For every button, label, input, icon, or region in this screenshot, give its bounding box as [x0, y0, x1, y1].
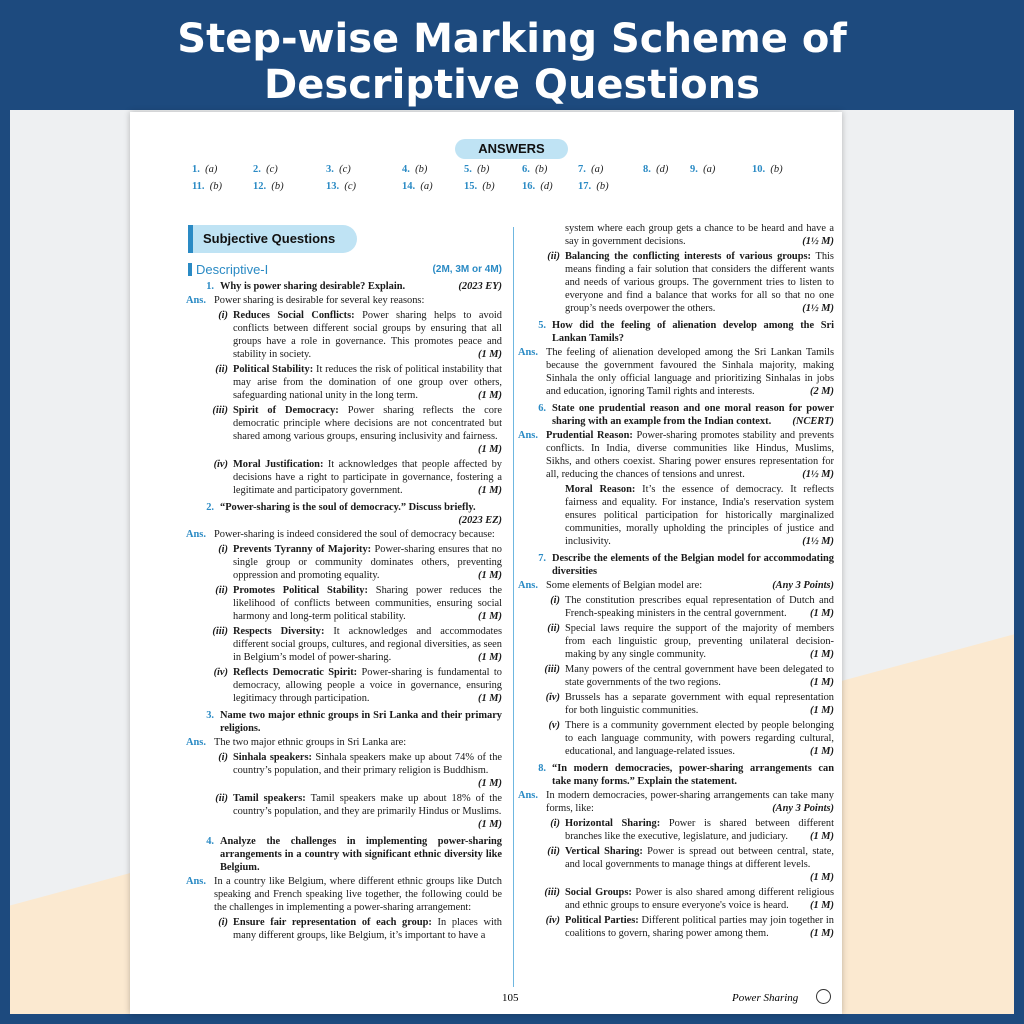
point-marks: (1 M): [810, 705, 834, 716]
point-heading: Moral Justification:: [233, 459, 324, 470]
answer-text: [214, 875, 502, 914]
question-body: Describe the elements of the Belgian model for accommodating diversities: [552, 553, 834, 577]
answer-point: [192, 584, 502, 623]
question: [524, 402, 834, 428]
answer-text: [214, 528, 502, 541]
page-number: 105: [502, 992, 519, 1004]
answer-point: [524, 691, 834, 717]
answer-item: [402, 181, 433, 192]
point-body: Tamil speakers make up about 18% of the country’s population, and they are primarily Hindus or Muslims.: [233, 793, 502, 817]
answer-number: 17.: [578, 181, 592, 192]
answer-tag: (Any 3 Points): [772, 580, 834, 591]
banner-line-2: Descriptive Questions: [264, 62, 760, 108]
continued-text: system where each group gets a chance to be heard and have a say in government decisions. (1½ M): [565, 223, 834, 247]
point-number: (v): [548, 720, 560, 731]
answer-option: (b): [415, 164, 428, 175]
point-number: (iii): [212, 405, 228, 416]
point-heading: Political Stability:: [233, 364, 314, 375]
answer-point: [192, 543, 502, 582]
answer-label: Ans.: [518, 580, 538, 591]
question-number: 7.: [538, 553, 546, 564]
answer-point: [192, 309, 502, 361]
answer-label: Ans.: [518, 347, 538, 358]
answer-option: (a): [703, 164, 716, 175]
point-number: (ii): [547, 623, 560, 634]
answer-item: [253, 164, 278, 175]
answer-heading: Prudential Reason:: [546, 430, 633, 441]
point-text: [233, 309, 502, 361]
question: [524, 552, 834, 578]
point-marks: (1 M): [810, 831, 834, 842]
point-number: (iii): [212, 626, 228, 637]
point-number: (i): [218, 544, 228, 555]
section-title: Subjective Questions: [188, 225, 357, 253]
point-text: [233, 792, 502, 831]
answer-point: [524, 914, 834, 940]
point-text: [565, 691, 834, 717]
banner-line-1: Step-wise Marking Scheme of: [177, 16, 847, 62]
point-marks: (1½ M): [802, 303, 834, 314]
answer-item: [464, 181, 495, 192]
answer-point: [524, 817, 834, 843]
question-body: “In modern democracies, power-sharing arrangements can take many forms.” Explain the statement.: [552, 763, 834, 787]
point-text: [565, 845, 834, 884]
point-heading: Promotes Political Stability:: [233, 585, 368, 596]
banner: [0, 0, 1024, 110]
point-body: Sinhala speakers make up about 74% of the country’s population, and their primary religion is Buddhism.: [233, 752, 503, 776]
answer-item: [522, 164, 547, 175]
point-body: Power is shared between different branches like the executive, legislature, and judiciary.: [565, 818, 834, 842]
answer-point: [192, 458, 502, 497]
answer-item: [522, 181, 553, 192]
point-text: [233, 363, 502, 402]
point-marks: (1 M): [810, 928, 834, 939]
answer-number: 6.: [522, 164, 530, 175]
question-text: [220, 835, 502, 874]
point-number: (iv): [213, 459, 228, 470]
answer-number: 7.: [578, 164, 586, 175]
answer-number: 4.: [402, 164, 410, 175]
answer-number: 12.: [253, 181, 267, 192]
answer-item: [643, 164, 668, 175]
point-number: (i): [218, 310, 228, 321]
question-tag: (NCERT): [792, 416, 834, 427]
question-text: [552, 552, 834, 578]
point-body: This means finding a fair solution that considers the different wants and needs of various groups. The government tries to listen to everyone and find a balance that works for all so that no one group’s needs overpower the others.: [565, 251, 834, 314]
answer-item: [690, 164, 715, 175]
answer-point: [524, 622, 834, 661]
answer-label: Ans.: [186, 529, 206, 540]
answer-item: [326, 164, 351, 175]
point-marks: (1 M): [478, 819, 502, 830]
point-body: Power sharing reflects the core democratic principle where decisions are not concentrated but shared among various groups, ensuring inclusivity and fairness.: [233, 405, 502, 442]
answer-item: [192, 164, 217, 175]
answer-option: (b): [596, 181, 609, 192]
point-text: [565, 886, 834, 912]
point-number: (iv): [213, 667, 228, 678]
point-number: (iv): [545, 692, 560, 703]
question-body: Analyze the challenges in implementing power-sharing arrangements in a country with significant ethnic diversity like Belgium.: [220, 836, 502, 873]
point-text: [233, 916, 502, 942]
question-text: [220, 280, 502, 293]
point-marks: (1 M): [810, 900, 834, 911]
right-column: [518, 220, 834, 940]
answer-item: [402, 164, 427, 175]
answer: [186, 294, 502, 307]
question-body: State one prudential reason and one moral reason for power sharing with an example from the Indian context.: [552, 403, 834, 427]
point-number: (i): [218, 752, 228, 763]
answer-point: [524, 250, 834, 315]
answer-number: 3.: [326, 164, 334, 175]
answer-point: [524, 663, 834, 689]
column-divider: [513, 227, 514, 987]
point-body: Different political parties may join together in coalitions to govern, sharing power among them.: [565, 915, 834, 939]
answer-label: Ans.: [518, 430, 538, 441]
question-number: 3.: [206, 710, 214, 721]
right-questions: [518, 250, 834, 940]
point-marks: (1 M): [478, 611, 502, 622]
answer-option: (b): [482, 181, 495, 192]
point-marks: (1 M): [478, 349, 502, 360]
point-heading: Social Groups:: [565, 887, 632, 898]
answer: [518, 429, 834, 481]
point-body: There is a community government elected by people belonging to each language community, with powers regarding cultural, educational, and language-related issues.: [565, 720, 834, 757]
answer-item: [464, 164, 489, 175]
point-text: [233, 584, 502, 623]
answer-option: (b): [770, 164, 783, 175]
answer-body: Power-sharing promotes stability and prevents conflicts. In India, diverse communities like Hindus, Muslims, Sikhs, and others coexist. Sharing power ensures representation for all, reducing the chances of tensions and unrest.: [546, 430, 834, 480]
answer: [518, 789, 834, 815]
question-number: 2.: [206, 502, 214, 513]
answer-point: [192, 751, 502, 790]
answer-body: The two major ethnic groups in Sri Lanka are:: [214, 737, 407, 748]
answer-point: [192, 625, 502, 664]
point-marks: (1 M): [810, 872, 834, 883]
answer-text: [214, 294, 502, 307]
point-heading: Political Parties:: [565, 915, 639, 926]
answer-option: (a): [591, 164, 604, 175]
answer-number: 11.: [192, 181, 205, 192]
answer-point: [524, 594, 834, 620]
point-text: [565, 663, 834, 689]
answer: [518, 579, 834, 592]
answer-number: 16.: [522, 181, 536, 192]
answer-option: (c): [339, 164, 351, 175]
answer-option: (d): [540, 181, 553, 192]
question-tag: (2023 EZ): [458, 515, 502, 526]
answers-heading: ANSWERS: [455, 139, 568, 159]
answer: [186, 528, 502, 541]
answer-number: 15.: [464, 181, 478, 192]
answer-label: Ans.: [518, 790, 538, 801]
question-number: 4.: [206, 836, 214, 847]
point-text: [233, 543, 502, 582]
chapter-title: Power Sharing: [732, 992, 799, 1004]
left-questions: [186, 280, 503, 942]
question: [192, 501, 502, 527]
point-text: [233, 404, 502, 456]
point-marks: (1 M): [478, 485, 502, 496]
answer-item: [326, 181, 356, 192]
point-heading: Tamil speakers:: [233, 793, 306, 804]
point-heading: Vertical Sharing:: [565, 846, 643, 857]
question-text: [220, 501, 502, 527]
point-marks: (1 M): [810, 746, 834, 757]
point-marks: (1 M): [810, 677, 834, 688]
point-text: [565, 622, 834, 661]
answer-option: (b): [209, 181, 223, 192]
answer-option: (b): [271, 181, 284, 192]
question-number: 6.: [538, 403, 546, 414]
answer-body: Power-sharing is indeed considered the soul of democracy because:: [214, 529, 495, 540]
point-heading: Horizontal Sharing:: [565, 818, 661, 829]
question-text: [220, 709, 502, 735]
moral-body: It’s the essence of democracy. It reflects fairness and equality. For instance, India's reservation system ensures political participation for historically marginalized communities, morally upholding the principles of justice and inclusivity.: [565, 484, 834, 547]
answer-point: [192, 792, 502, 831]
question-number: 8.: [538, 763, 546, 774]
point-number: (ii): [547, 846, 560, 857]
point-heading: Reduces Social Conflicts:: [233, 310, 355, 321]
publisher-logo-icon: [816, 989, 831, 1004]
answer-number: 9.: [690, 164, 698, 175]
answer-marks: (2 M): [810, 386, 834, 397]
answer-number: 10.: [752, 164, 766, 175]
answer-body: The feeling of alienation developed among the Sri Lankan Tamils because the government favoured the Sinhala majority, making Sinhala the only official language and prioritizing Sinhalas in jobs and education, ignoring Tamil rights and interests.: [546, 347, 834, 397]
point-heading: Spirit of Democracy:: [233, 405, 339, 416]
point-number: (i): [550, 818, 560, 829]
point-text: [565, 914, 834, 940]
answer-item: [253, 181, 284, 192]
point-number: (ii): [215, 585, 228, 596]
point-number: (i): [218, 917, 228, 928]
point-marks: (1 M): [478, 778, 502, 789]
answer-point: [524, 886, 834, 912]
subsection-title: Descriptive-I: [196, 262, 269, 277]
point-text: [565, 719, 834, 758]
question-body: Why is power sharing desirable? Explain.: [220, 281, 406, 292]
answer-text: [546, 789, 834, 815]
point-body: Special laws require the support of the majority of members from each linguistic group, preventing unilateral decision-making by any single community.: [565, 623, 834, 660]
answer-number: 5.: [464, 164, 472, 175]
answer-option: (c): [266, 164, 278, 175]
point-marks: (1 M): [478, 444, 502, 455]
question: [192, 835, 502, 874]
point-marks: (1 M): [478, 652, 502, 663]
question: [192, 280, 502, 293]
point-body: Many powers of the central government have been delegated to state governments of the two regions.: [565, 664, 834, 688]
answer-body: In modern democracies, power-sharing arrangements can take many forms, like:: [546, 790, 834, 814]
answer-item: [192, 181, 222, 192]
answer-body: In a country like Belgium, where different ethnic groups like Dutch speaking and French speaking live together, the following could be the challenges in implementing a power-sharing arrangement:: [214, 876, 502, 913]
answer-number: 8.: [643, 164, 651, 175]
point-marks: (1 M): [478, 390, 502, 401]
answer: [518, 346, 834, 398]
answer-point: [192, 363, 502, 402]
answer-body: Power sharing is desirable for several key reasons:: [214, 295, 425, 306]
subsection-header: [188, 263, 502, 276]
subsection-marks: (2M, 3M or 4M): [432, 264, 502, 275]
moral-marks: (1½ M): [802, 536, 834, 547]
answer-tag: (Any 3 Points): [772, 803, 834, 814]
answer-body: Some elements of Belgian model are:: [546, 580, 703, 591]
point-body: In places with many different groups, like Belgium, it’s important to have a: [233, 917, 502, 941]
point-number: (ii): [215, 364, 228, 375]
point-body: Power-sharing is fundamental to democracy, allowing people a voice in governance, ensuring legitimacy through participation.: [233, 667, 502, 704]
answer-number: 13.: [326, 181, 340, 192]
answer-label: Ans.: [186, 876, 206, 887]
answer-option: (a): [420, 181, 433, 192]
answer-option: (c): [344, 181, 357, 192]
book-page: [130, 112, 842, 1014]
answer-item: [578, 164, 603, 175]
point-heading: Respects Diversity:: [233, 626, 325, 637]
point-heading: Sinhala speakers:: [233, 752, 312, 763]
point-number: (i): [550, 595, 560, 606]
question-text: [552, 762, 834, 788]
answer-point: [192, 404, 502, 456]
answer-text: [546, 346, 834, 398]
point-body: It acknowledges that people affected by decisions have a right to participate in governance, fostering a legitimate and participatory government.: [233, 459, 502, 496]
answer-marks: (1½ M): [802, 469, 834, 480]
point-marks: (1 M): [478, 570, 502, 581]
question-tag: (2023 EY): [458, 281, 502, 292]
question: [524, 319, 834, 345]
answer-number: 14.: [402, 181, 416, 192]
answer-label: Ans.: [186, 295, 206, 306]
moral-text: [565, 483, 834, 548]
point-heading: Ensure fair representation of each group:: [233, 917, 432, 928]
point-body: Power-sharing ensures that no single group or community dominates others, preventing oppression and promoting equality.: [233, 544, 502, 581]
moral-reason: [524, 483, 834, 548]
point-text: [233, 666, 502, 705]
question: [524, 762, 834, 788]
answer: [186, 875, 502, 914]
answer-item: [578, 181, 609, 192]
point-body: The constitution prescribes equal representation of Dutch and French-speaking ministers in the central government.: [565, 595, 834, 619]
answer-option: (a): [205, 164, 218, 175]
answer-item: [752, 164, 783, 175]
point-number: (ii): [547, 251, 560, 262]
answer-point: [524, 845, 834, 884]
question-text: [552, 319, 834, 345]
answer-number: 1.: [192, 164, 200, 175]
point-body: Brussels has a separate government with equal representation for both linguistic communities.: [565, 692, 834, 716]
question-text: [552, 402, 834, 428]
point-number: (ii): [215, 793, 228, 804]
answer-point: [524, 719, 834, 758]
point-body: Sharing power reduces the likelihood of conflicts between communities, ensuring social harmony and long-term political stability.: [233, 585, 502, 622]
question-body: Name two major ethnic groups in Sri Lanka and their primary religions.: [220, 710, 502, 734]
answer-point: [192, 916, 502, 942]
answer-text: [214, 736, 502, 749]
point-body: It reduces the risk of political instability that may arise from the domination of one group over others, safeguarding national unity in the long term.: [233, 364, 502, 401]
question: [192, 709, 502, 735]
point-body: Power is spread out between central, state, and local governments to manage things at different levels.: [565, 846, 834, 870]
point-text: [233, 751, 502, 790]
question-body: “Power-sharing is the soul of democracy.” Discuss briefly.: [220, 502, 476, 513]
point-number: (iv): [545, 915, 560, 926]
answer-option: (d): [656, 164, 669, 175]
answer-text: [546, 429, 834, 481]
point-text: [233, 625, 502, 664]
answer-number: 2.: [253, 164, 261, 175]
answer-option: (b): [535, 164, 548, 175]
point-text: [233, 458, 502, 497]
moral-heading: Moral Reason:: [565, 484, 636, 495]
point-number: (iii): [544, 664, 560, 675]
point-text: [565, 594, 834, 620]
question-number: 5.: [538, 320, 546, 331]
answer-option: (b): [477, 164, 490, 175]
point-body: It acknowledges and accommodates different social groups, cultures, and regional diversities, as seen in Belgium’s model of power-sharing.: [233, 626, 502, 663]
point-heading: Balancing the conflicting interests of various groups:: [565, 251, 811, 262]
left-column: [186, 225, 503, 942]
question-body: How did the feeling of alienation develop among the Sri Lankan Tamils?: [552, 320, 834, 344]
answer: [186, 736, 502, 749]
point-text: [565, 817, 834, 843]
point-number: (iii): [544, 887, 560, 898]
point-marks: (1 M): [478, 693, 502, 704]
point-body: Power is also shared among different religious and ethnic groups to ensure everyone's voice is heard.: [565, 887, 834, 911]
answer-label: Ans.: [186, 737, 206, 748]
point-marks: (1 M): [810, 649, 834, 660]
point-heading: Prevents Tyranny of Majority:: [233, 544, 372, 555]
point-text: [565, 250, 834, 315]
point-heading: Reflects Democratic Spirit:: [233, 667, 358, 678]
point-marks: (1 M): [810, 608, 834, 619]
question-number: 1.: [206, 281, 214, 292]
answer-text: [546, 579, 834, 592]
answer-point: [192, 666, 502, 705]
point-body: Power sharing helps to avoid conflicts between different social groups by ensuring that all groups have a role in governance. This promotes peace and stability in society.: [233, 310, 502, 360]
